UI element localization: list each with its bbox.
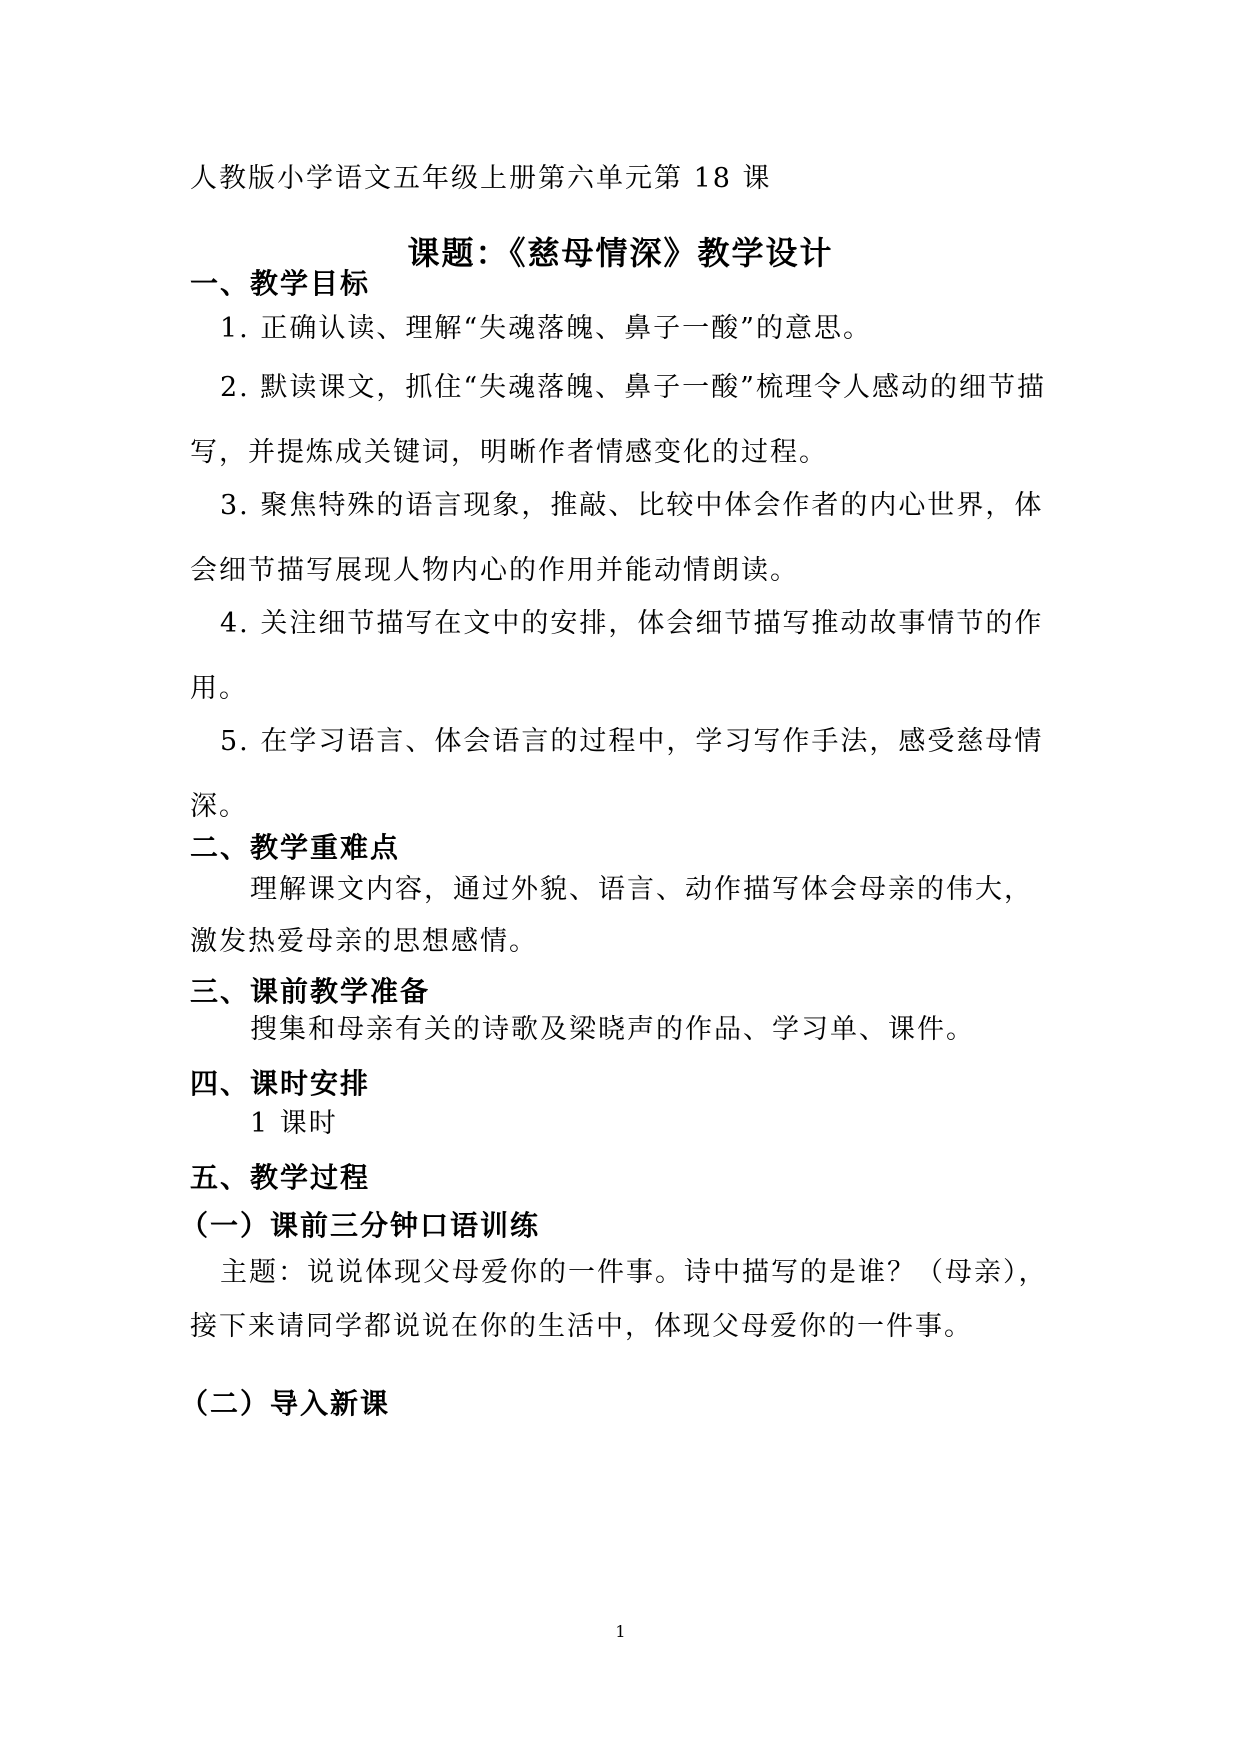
subsection-heading-oral-training: （一）课前三分钟口语训练 xyxy=(180,1209,541,1242)
oral-training-text: 主题：说说体现父母爱你的一件事。诗中描写的是谁？（母亲），接下来请同学都说说在你的生活中，体现父母爱你的一件事。 xyxy=(190,1257,1048,1342)
schedule-text: 1 课时 xyxy=(250,1108,338,1139)
objective-item: 4. 关注细节描写在文中的安排，体会细节描写推动故事情节的作用。 xyxy=(190,608,1044,704)
section-heading-preparation: 三、课前教学准备 xyxy=(190,975,431,1008)
section-heading-key-points: 二、教学重难点 xyxy=(190,831,401,864)
objective-item: 2. 默读课文，抓住“失魂落魄、鼻子一酸”梳理令人感动的细节描写，并提炼成关键词，明晰作者情感变化的过程。 xyxy=(190,372,1046,468)
objectives-list xyxy=(190,296,1060,839)
objective-item: 3. 聚焦特殊的语言现象，推敲、比较中体会作者的内心世界，体会细节描写展现人物内心的作用并能动情朗读。 xyxy=(190,490,1044,586)
objective-item: 5. 在学习语言、体会语言的过程中，学习写作手法，感受慈母情深。 xyxy=(190,726,1044,822)
course-info-line: 人教版小学语文五年级上册第六单元第 18 课 xyxy=(190,163,772,194)
section-heading-schedule: 四、课时安排 xyxy=(190,1067,371,1100)
objective-item: 1. 正确认读、理解“失魂落魄、鼻子一酸”的意思。 xyxy=(220,313,872,344)
preparation-text: 搜集和母亲有关的诗歌及梁晓声的作品、学习单、课件。 xyxy=(250,1014,975,1045)
document-title: 课题：《慈母情深》教学设计 xyxy=(407,234,834,272)
section-heading-objectives: 一、教学目标 xyxy=(190,267,371,300)
page-number: 1 xyxy=(615,1622,626,1641)
section-heading-process: 五、教学过程 xyxy=(190,1161,371,1194)
key-points-text: 理解课文内容，通过外貌、语言、动作描写体会母亲的伟大，激发热爱母亲的思想感情。 xyxy=(190,874,1033,957)
subsection-heading-introduction: （二）导入新课 xyxy=(180,1387,391,1420)
